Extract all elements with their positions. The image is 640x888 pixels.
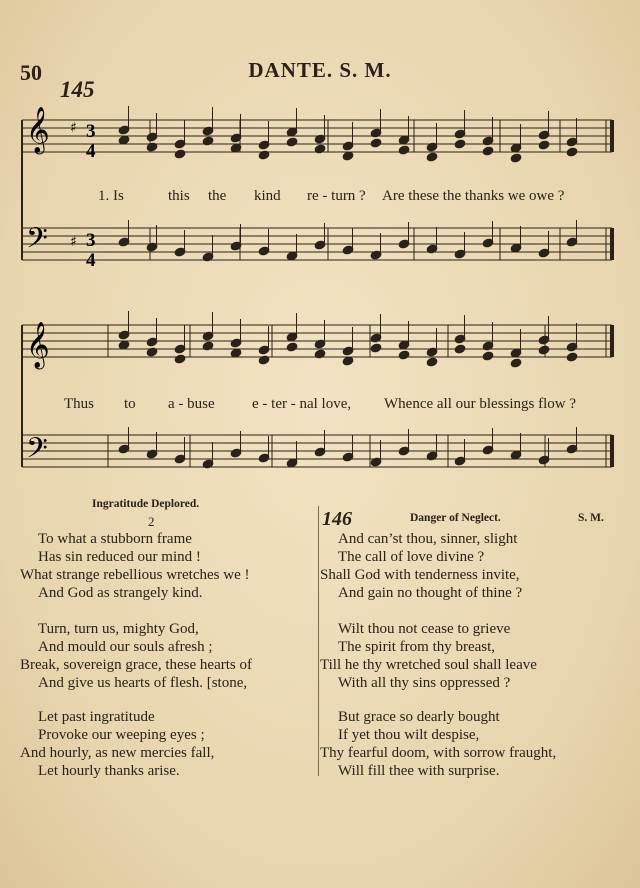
treble-clef-icon: 𝄞 xyxy=(26,107,50,153)
sharp-icon: ♯ xyxy=(70,234,77,250)
note-head xyxy=(426,152,438,162)
verse-line: If yet thou wilt despise, xyxy=(338,727,480,743)
verse-line: Break, sovereign grace, these hearts of xyxy=(20,657,252,673)
verse-line: Till he thy wretched soul shall leave xyxy=(320,657,537,673)
lyric-syllable: e - ter - nal love, xyxy=(252,396,352,412)
note-head xyxy=(286,342,298,352)
stanza xyxy=(20,530,250,602)
stanza-number: 2 xyxy=(148,514,155,529)
lyric-syllable: Whence all our blessings flow ? xyxy=(384,396,577,412)
note-head xyxy=(398,145,410,155)
verse-line: Turn, turn us, mighty God, xyxy=(38,621,199,637)
note-head xyxy=(202,136,214,146)
hymn-heading: Danger of Neglect. xyxy=(410,512,501,524)
lyric-syllable: a - buse xyxy=(168,396,215,412)
verse-line: But grace so dearly bought xyxy=(338,709,500,725)
page-number: 50 xyxy=(20,60,42,85)
note-head xyxy=(202,341,214,351)
stanza xyxy=(20,620,252,692)
verse-line: The call of love divine ? xyxy=(338,549,485,565)
treble-clef-icon: 𝄞 xyxy=(26,322,50,368)
meter-label: S. M. xyxy=(578,512,604,524)
hymn-number: 146 xyxy=(322,508,352,530)
column-divider xyxy=(318,506,319,776)
lyric-syllable: to xyxy=(124,396,136,412)
hymn-number: 145 xyxy=(60,77,95,102)
note-head xyxy=(370,138,382,148)
verse-line: And God as strangely kind. xyxy=(38,585,203,601)
bass-clef-icon: 𝄢 xyxy=(26,222,48,262)
verse-line: Let hourly thanks arise. xyxy=(38,763,180,779)
lyric-syllable: this xyxy=(168,188,190,204)
sharp-icon: ♯ xyxy=(70,120,77,136)
note-head xyxy=(538,140,550,150)
lyric-syllable: Thus xyxy=(64,396,94,412)
verse-line: And gain no thought of thine ? xyxy=(338,585,523,601)
lyric-syllable: 1. Is xyxy=(98,188,124,204)
lyric-syllable: Are these the thanks we owe ? xyxy=(382,188,565,204)
note-head xyxy=(146,142,158,152)
note-head xyxy=(482,351,494,361)
note-head xyxy=(454,139,466,149)
lyric-syllable: kind xyxy=(254,188,281,204)
time-signature: 3 xyxy=(86,230,96,251)
verse-line: Let past ingratitude xyxy=(38,709,155,725)
note-head xyxy=(510,153,522,163)
lyric-syllable: the xyxy=(208,188,227,204)
note-head xyxy=(426,357,438,367)
verse-line: And mould our souls afresh ; xyxy=(38,639,213,655)
verse-line: Wilt thou not cease to grieve xyxy=(338,621,511,637)
note-head xyxy=(538,345,550,355)
verse-line: With all thy sins oppressed ? xyxy=(338,675,511,691)
verse-line: Will fill thee with surprise. xyxy=(338,763,500,779)
verse-line: Thy fearful doom, with sorrow fraught, xyxy=(320,745,557,761)
verse-line: Provoke our weeping eyes ; xyxy=(38,727,205,743)
verse-line: And can’st thou, sinner, slight xyxy=(338,531,518,547)
verse-line: And hourly, as new mercies fall, xyxy=(20,745,215,761)
stanza xyxy=(20,708,214,780)
note-head xyxy=(482,146,494,156)
verse-line: And give us hearts of flesh. [stone, xyxy=(38,675,248,691)
note-head xyxy=(370,343,382,353)
lyric-syllable: re - turn ? xyxy=(307,188,366,204)
time-signature: 3 xyxy=(86,121,96,142)
stanza xyxy=(320,620,537,692)
stanza xyxy=(320,530,522,602)
note-head xyxy=(174,149,186,159)
verse-line: Has sin reduced our mind ! xyxy=(38,549,201,565)
verse-line: To what a stubborn frame xyxy=(38,531,192,547)
note-head xyxy=(258,355,270,365)
note-head xyxy=(258,150,270,160)
verse-line: What strange rebellious wretches we ! xyxy=(20,567,250,583)
note-head xyxy=(314,144,326,154)
note-head xyxy=(146,347,158,357)
note-head xyxy=(510,358,522,368)
note-head xyxy=(566,352,578,362)
note-head xyxy=(454,344,466,354)
verse-line: The spirit from thy breast, xyxy=(338,639,496,655)
tune-title: DANTE. S. M. xyxy=(248,58,392,82)
stanza xyxy=(320,708,556,780)
verse-line: Shall God with tenderness invite, xyxy=(320,567,520,583)
note-head xyxy=(398,350,410,360)
note-head xyxy=(314,349,326,359)
note-head xyxy=(566,147,578,157)
hymn-heading: Ingratitude Deplored. xyxy=(92,498,200,510)
time-signature: 4 xyxy=(86,141,96,162)
time-signature: 4 xyxy=(86,250,96,271)
note-head xyxy=(286,137,298,147)
bass-clef-icon: 𝄢 xyxy=(26,432,48,472)
note-head xyxy=(174,354,186,364)
